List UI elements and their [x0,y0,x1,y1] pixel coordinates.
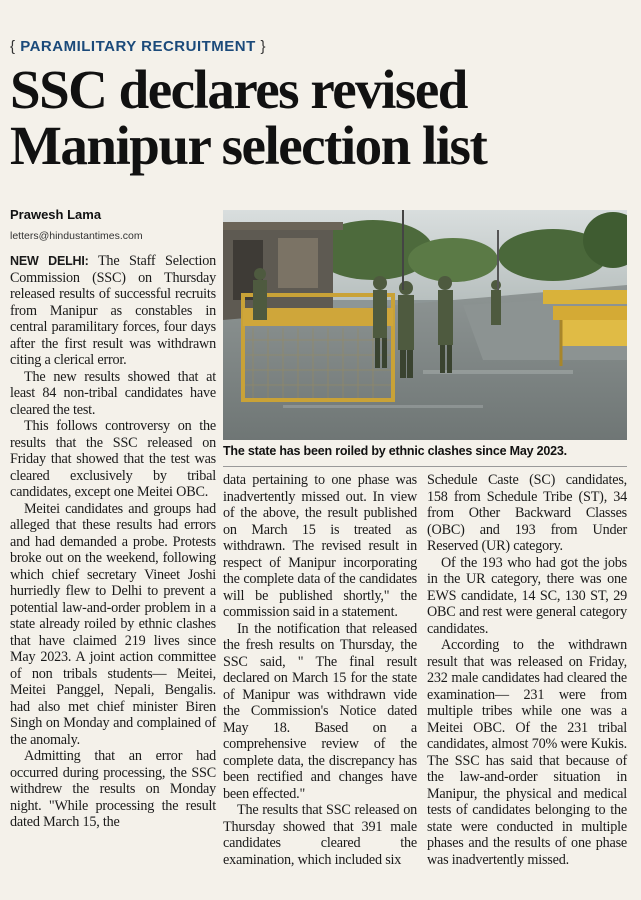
paragraph: data pertaining to one phase was inadvertently missed out. In view of the above, the result published on March 15 is treated as withdrawn. The revised result in respect of Manipur incorporating the complete data of the candidates will be published shortly," the commission said in a statement. [223,472,417,620]
paragraph: This follows controversy on the results that the SSC released on Friday that showed that the test was cleared exclusively by tribal candidates, except one Meitei OBC. [10,418,216,500]
paragraph: In the notification that released the fresh results on Thursday, the SSC said, " The final result declared on March 15 for the state of Manipur was withdrawn vide the Commission's Notice dated May 18. Based on a comprehensive review of the complete data, the discrepancy has been rectified and changes have been effected." [223,620,417,802]
article-column-3 [427,472,627,868]
paragraph: The new results showed that at least 84 non-tribal candidates have cleared the test. [10,368,216,418]
paragraph: According to the withdrawn result that was released on Friday, 232 male candidates had cleared the examination— 231 were from multiple tribes while one was a Meitei OBC. Of the 231 tribal candidates, almost 70% were Kukis. The SSC has said that because of the law-and-order situation in Manipur, the physical and medical tests of candidates belonging to the state were conducted in multiple phases and the results of one phase was inadvertently missed. [427,637,627,868]
paragraph: Of the 193 who had got the jobs in the UR category, there was one EWS candidate, 14 SC, 130 ST, 29 OBC and rest were general category candidates. [427,554,627,637]
section-kicker [10,38,266,55]
byline: Prawesh Lama [10,207,102,222]
article-column-1 [10,253,216,831]
street-scene-image [223,210,627,440]
headline [10,59,630,176]
paragraph: Meitei candidates and groups had alleged that these results had errors and had demanded a probe. Protests broke out on the weekend, following which chief secretary Vineet Joshi hurriedly flew to Delhi to prevent a potential law-and-order problem in a state already roiled by ethnic clashes that have claimed 219 lives since May 2023. A joint action committee of non tribals students— Meitei, Meitei Panggel, Nepali, Bengalis. had also met chief minister Biren Singh on Monday and complained of the anomaly. [10,500,216,748]
headline-line-2: Manipur selection list [10,115,487,176]
kicker-brace-open: { [10,38,16,55]
caption-divider [223,466,627,467]
news-photo [223,210,627,440]
headline-line-1: SSC declares revised [10,59,467,120]
paragraph: Schedule Caste (SC) candidates, 158 from Schedule Tribe (ST), 34 from Other Backward Classes (OBC) and 193 from Under Reserved (UR) category. [427,472,627,554]
paragraph: The results that SSC released on Thursday showed that 391 male candidates cleared the examination, which included six [223,802,417,868]
paragraph-text: The Staff Selection Commission (SSC) on Thursday released results of successful recruits from Manipur as constables in central paramilitary forces, four days after the first result was withdrawn citing a clerical error. [10,253,216,368]
author-email: letters@hindustantimes.com [10,230,143,242]
dateline: NEW DELHI: [10,254,89,268]
section-label: PARAMILITARY RECRUITMENT [20,38,256,55]
photo-caption: The state has been roiled by ethnic clashes since May 2023. [223,444,567,458]
paragraph [10,253,216,369]
kicker-brace-close: } [260,38,266,55]
article-column-2 [223,472,417,868]
paragraph: Admitting that an error had occurred during processing, the SSC withdrew the results on Monday night. "While processing the result dated March 15, the [10,748,216,830]
